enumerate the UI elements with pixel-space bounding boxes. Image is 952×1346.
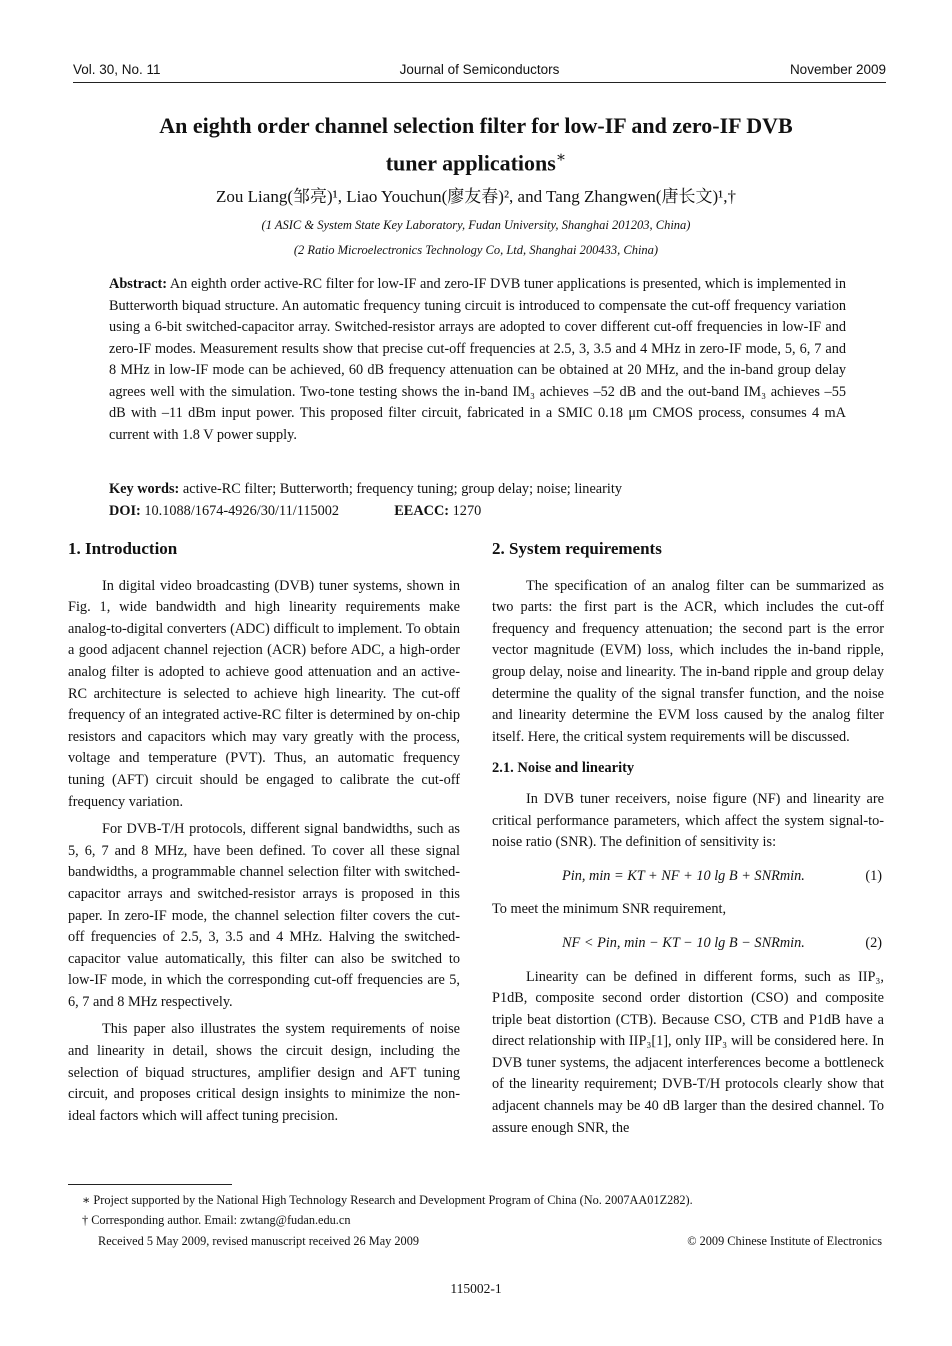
equation-1	[492, 866, 884, 888]
title-line-1: An eighth order channel selection filter for low-IF and zero-IF DVB	[159, 113, 793, 138]
running-header	[73, 62, 886, 83]
keywords-label: Key words:	[109, 481, 180, 497]
issue-date: November 2009	[789, 62, 886, 77]
eeacc-value: 1270	[452, 503, 482, 519]
footnote-corresponding: † Corresponding author. Email: zwtang@fudan.edu.cn	[82, 1213, 351, 1227]
sec2-paragraph-1: The specification of an analog filter can be summarized as two parts: the first part is the ACR, which includes the cut-off frequency and frequency attenuation; the second part is the error vector magnitude (EVM) loss, which includes the in-band ripple, group delay, noise and linearity. The in-band ripple and group delay determine the quality of the signal transfer function, and the noise and linearity determine the EVM loss caused by the analog filter itself. Here, the critical system requirements will be discussed.	[492, 577, 884, 745]
title-footnote-mark: ∗	[555, 149, 567, 166]
keywords	[109, 481, 846, 498]
equation-2-number: (2)	[865, 934, 882, 951]
title-line-2-text: tuner applications	[385, 150, 556, 176]
paper-title	[90, 110, 862, 179]
sec21-paragraph-3: Linearity can be defined in different forms, such as IIP₃, P1dB, composite second order distortion (CSO) and composite triple beat distortion (CTB). Because CSO, CTB and P1dB have a direct relationship with IIP₃[1], only IIP₃ will be considered here. In DVB tuner systems, the adjacent interferences become a bottleneck of the linearity requirement; DVB-T/H protocols clearly show that adjacent channels may be 40 dB larger than the desired channel. To assure enough SNR, the	[492, 968, 884, 1136]
copyright: © 2009 Chinese Institute of Electronics	[687, 1234, 882, 1248]
doi-label: DOI:	[109, 503, 141, 519]
doi-value: 10.1088/1674-4926/30/11/115002	[144, 503, 340, 519]
sec1-paragraph-1: In digital video broadcasting (DVB) tuner systems, shown in Fig. 1, wide bandwidth and high linearity requirements make analog-to-digital converters (ADC) difficult to implement. To obtain a good adjacent channel rejection (ACR) before ADC, a high-order analog filter is adopted to achieve good attenuation and an active-RC architecture is selected to achieve high linearity. The cut-off frequency of an integrated active-RC filter is determined by on-chip resistors and capacitors which may vary greatly with the process, voltage and temperature (PVT). Thus, an automatic frequency tuning (AFT) circuit should be engaged to calibrate the cut-off frequency variation.	[68, 577, 460, 810]
abstract	[109, 274, 846, 446]
volume-info: Vol. 30, No. 11	[73, 62, 161, 77]
left-column	[68, 538, 460, 1133]
title-line-2	[90, 142, 862, 179]
eeacc-label: EEACC:	[394, 503, 450, 519]
affiliation-1: (1 ASIC & System State Key Laboratory, Fudan University, Shanghai 201203, China)	[261, 218, 691, 232]
sec1-paragraph-2: For DVB-T/H protocols, different signal bandwidths, such as 5, 6, 7 and 8 MHz, have been defined. To cover all these signal bandwidths, a programmable channel selection filter with switched-capacitor arrays and switched-resistor arrays is proposed in this paper. In zero-IF mode, the channel selection filter covers the cut-off frequencies of 2.5, 3, 3.5 and 4 MHz. Halving the switched-capacitor value automatically, this filter can also be switched to low-IF mode, in which the corresponding cut-off frequencies are 5, 6, 7 and 8 MHz respectively.	[68, 821, 460, 1010]
equation-1-body: Pin, min = KT + NF + 10 lg B + SNRmin.	[562, 867, 805, 884]
equation-1-number: (1)	[865, 867, 882, 884]
sec21-paragraph-1: In DVB tuner receivers, noise figure (NF) and linearity are critical performance parameters, which affect the system signal-to-noise ratio (SNR). The definition of sensitivity is:	[492, 790, 884, 851]
right-column	[492, 538, 884, 1145]
affiliation-2: (2 Ratio Microelectronics Technology Co, Ltd, Shanghai 200433, China)	[293, 243, 659, 257]
equation-2-body: NF < Pin, min − KT − 10 lg B − SNRmin.	[562, 934, 805, 951]
section-1-title: 1. Introduction	[68, 539, 178, 558]
footnote-divider	[68, 1184, 232, 1185]
section-2-title: 2. System requirements	[492, 539, 662, 558]
abstract-label: Abstract:	[109, 276, 167, 292]
footnote-funding: ∗ Project supported by the National High Technology Research and Development Program of China (No. 2007AA01Z282).	[82, 1193, 693, 1207]
author-list: Zou Liang(邹亮)¹, Liao Youchun(廖友春)², and Tang Zhangwen(唐长文)¹,†	[216, 187, 736, 206]
sec1-paragraph-3: This paper also illustrates the system requirements of noise and linearity in detail, shows the circuit design, including the selection of biquad structures, amplifier design and AFT tuning circuit, and proposes critical design insights to minimize the non-ideal factors which will affect tuning precision.	[68, 1021, 460, 1124]
received-dates: Received 5 May 2009, revised manuscript received 26 May 2009	[98, 1234, 419, 1248]
doi-line	[109, 503, 846, 520]
section-2-1-title: 2.1. Noise and linearity	[492, 760, 635, 777]
equation-2	[492, 933, 884, 955]
journal-name: Journal of Semiconductors	[399, 62, 560, 77]
page-number: 115002-1	[450, 1281, 502, 1296]
sec21-paragraph-2: To meet the minimum SNR requirement,	[492, 901, 727, 918]
abstract-text: An eighth order active-RC filter for low-IF and zero-IF DVB tuner applications is presented, which is implemented in Butterworth biquad structure. An automatic frequency tuning circuit is introduced to compensate the cut-off frequency variation using a 6-bit switched-capacitor array. Switched-resistor arrays are adopted to cover different cut-off frequencies in low-IF and zero-IF modes. Measurement results show that precise cut-off frequencies at 2.5, 3, 3.5 and 4 MHz in zero-IF mode, 5, 6, 7 and 8 MHz in low-IF mode can be achieved, 60 dB frequency attenuation can be obtained at 20 MHz, and the in-band group delay agrees well with the simulation. Two-tone testing shows the in-band IM₃ achieves –52 dB and the out-band IM₃ achieves –55 dB with –11 dBm input power. This proposed filter circuit, fabricated in a SMIC 0.18 μm CMOS process, consumes 4 mA current with 1.8 V power supply.	[109, 276, 846, 443]
keywords-text: active-RC filter; Butterworth; frequency tuning; group delay; noise; linearity	[182, 481, 622, 497]
